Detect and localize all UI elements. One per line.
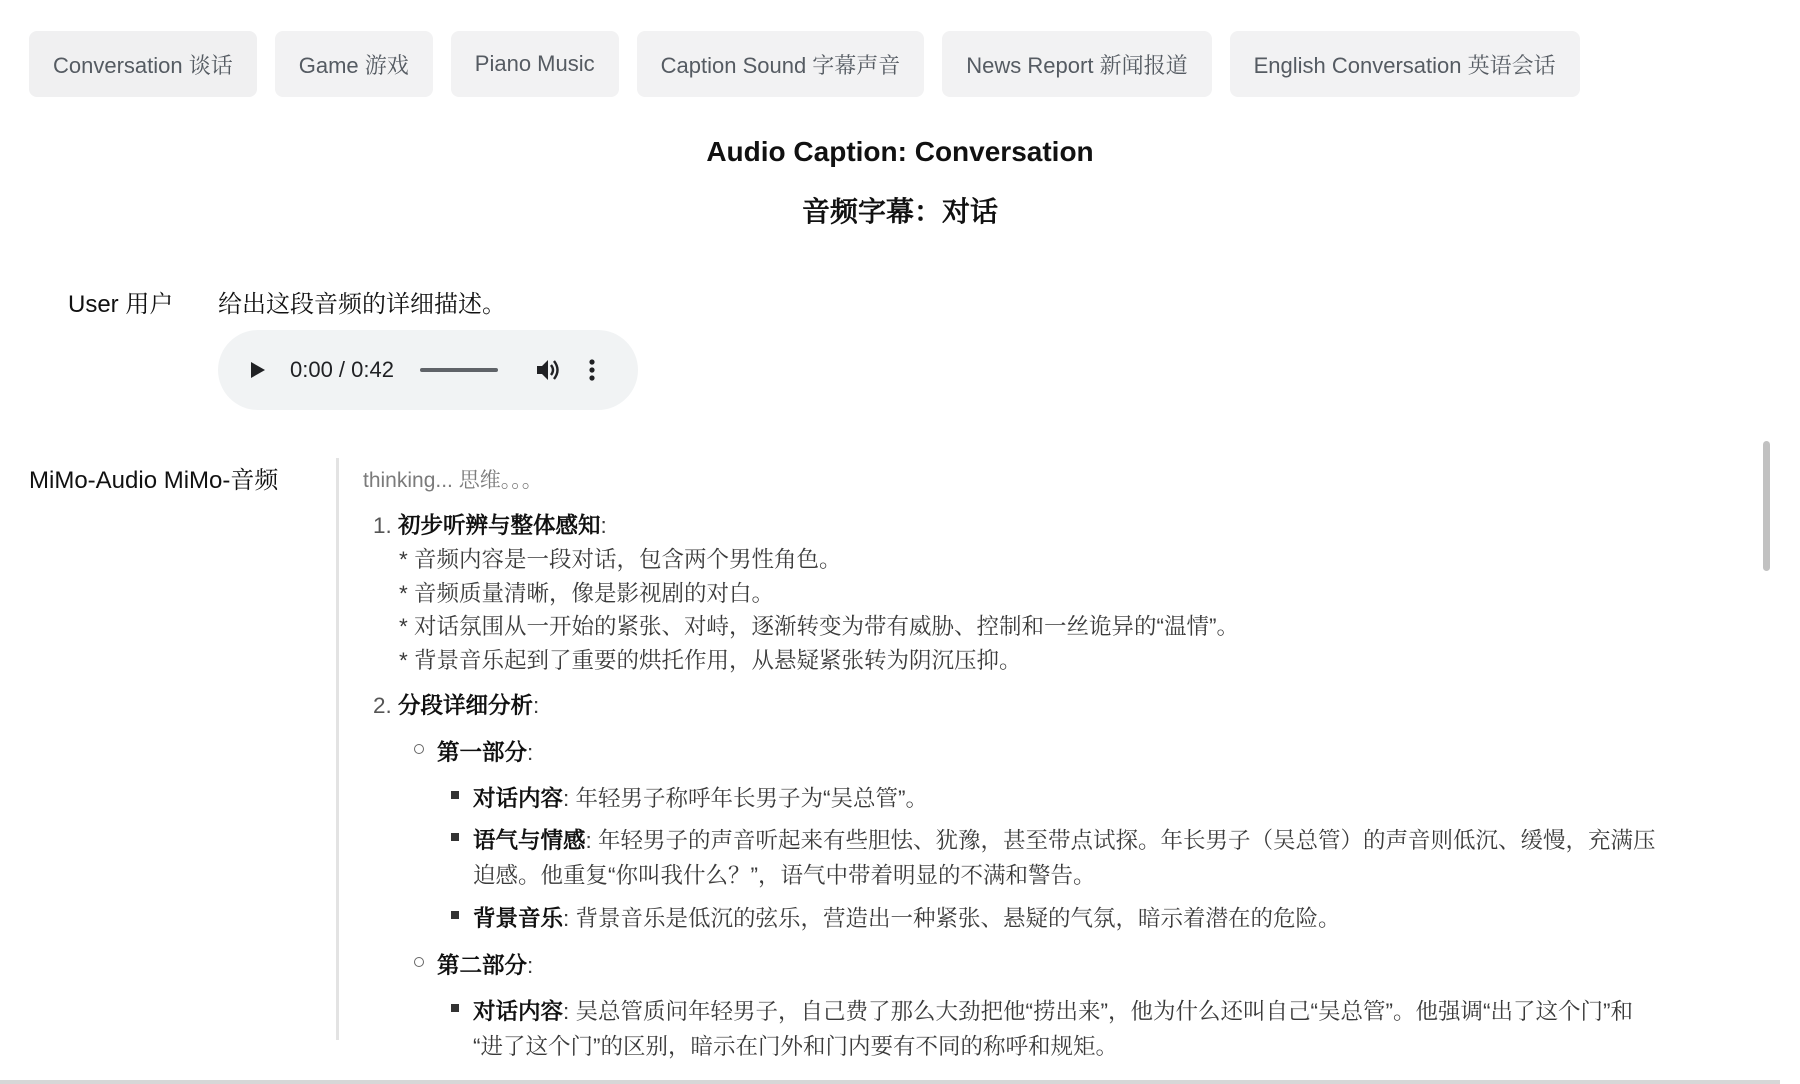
p1-music-label: 背景音乐 <box>473 906 564 931</box>
part-1-title: 第一部分 <box>437 740 528 765</box>
more-vert-icon[interactable] <box>582 356 602 384</box>
page-title-en: Audio Caption: Conversation <box>706 136 1094 167</box>
part-1-colon: : <box>527 740 534 765</box>
part-1-heading <box>437 735 533 767</box>
section-2-number: 2. <box>373 693 392 718</box>
square-bullet-icon <box>451 911 459 919</box>
p2-dialogue-label: 对话内容 <box>473 999 564 1024</box>
tab-conversation[interactable]: Conversation 谈话 <box>29 31 257 97</box>
scrollbar[interactable] <box>1763 441 1770 571</box>
section-2-colon: : <box>533 693 540 718</box>
p1-dialogue-text: : 年轻男子称呼年长男子为“吴总管”。 <box>563 786 929 811</box>
list-item <box>473 994 1633 1026</box>
section-1-colon: : <box>600 513 607 538</box>
section-1-title: 初步听辨与整体感知 <box>398 513 601 538</box>
p1-music-text: : 背景音乐是低沉的弦乐，营造出一种紧张、悬疑的气氛，暗示着潜在的危险。 <box>563 906 1341 931</box>
square-bullet-icon <box>451 1004 459 1012</box>
example-tabs <box>29 31 1580 97</box>
user-label: User 用户 <box>68 291 174 318</box>
tab-game[interactable]: Game 游戏 <box>275 31 433 97</box>
circle-bullet-icon <box>414 957 424 967</box>
list-item: * 音频质量清晰，像是影视剧的对白。 <box>399 581 775 606</box>
p1-tone-text-2: 迫感。他重复“你叫我什么？”，语气中带着明显的不满和警告。 <box>473 863 1096 888</box>
square-bullet-icon <box>451 791 459 799</box>
audio-time: 0:00 / 0:42 <box>290 357 394 382</box>
p2-dialogue-text-2: “进了这个门”的区别，暗示在门外和门内要有不同的称呼和规矩。 <box>473 1034 1118 1059</box>
bottom-divider <box>0 1080 1780 1084</box>
list-item: * 背景音乐起到了重要的烘托作用，从悬疑紧张转为阴沉压抑。 <box>399 648 1022 673</box>
tab-piano-music[interactable]: Piano Music <box>451 31 619 97</box>
section-1-heading <box>373 508 607 540</box>
list-item <box>473 781 928 813</box>
part-2-title: 第二部分 <box>437 953 528 978</box>
thinking-text: thinking... 思维。。。 <box>363 469 543 492</box>
user-message: 给出这段音频的详细描述。 <box>218 291 506 318</box>
tab-english-conversation[interactable]: English Conversation 英语会话 <box>1230 31 1580 97</box>
list-item <box>473 823 1656 855</box>
section-2-heading <box>373 688 539 720</box>
list-item <box>473 901 1341 933</box>
p1-dialogue-label: 对话内容 <box>473 786 564 811</box>
audio-progress-slider[interactable] <box>420 368 498 372</box>
p1-tone-text-1: : 年轻男子的声音听起来有些胆怯、犹豫，甚至带点试探。年长男子（吴总管）的声音则低沉、缓慢，充满压 <box>585 828 1656 853</box>
section-2-title: 分段详细分析 <box>398 693 534 718</box>
section-1-number: 1. <box>373 513 392 538</box>
assistant-response <box>336 458 1741 1059</box>
tab-news-report[interactable]: News Report 新闻报道 <box>942 31 1211 97</box>
circle-bullet-icon <box>414 744 424 754</box>
p2-dialogue-text-1: : 吴总管质问年轻男子，自己费了那么大劲把他“捞出来”，他为什么还叫自己“吴总管”。他强调“出了这个门”和 <box>563 999 1633 1024</box>
tab-caption-sound[interactable]: Caption Sound 字幕声音 <box>637 31 925 97</box>
part-2-heading <box>437 948 533 980</box>
part-2-colon: : <box>527 953 534 978</box>
audio-player <box>218 330 638 410</box>
volume-icon[interactable] <box>534 356 562 384</box>
page-title-cn: 音频字幕：对话 <box>801 196 998 227</box>
list-item: * 对话氛围从一开始的紧张、对峙，逐渐转变为带有威胁、控制和一丝诡异的“温情”。 <box>399 614 1239 639</box>
assistant-label: MiMo-Audio MiMo-音频 <box>29 467 279 494</box>
play-icon[interactable] <box>246 358 270 382</box>
list-item: * 音频内容是一段对话，包含两个男性角色。 <box>399 547 842 572</box>
square-bullet-icon <box>451 833 459 841</box>
p1-tone-label: 语气与情感 <box>473 828 586 853</box>
